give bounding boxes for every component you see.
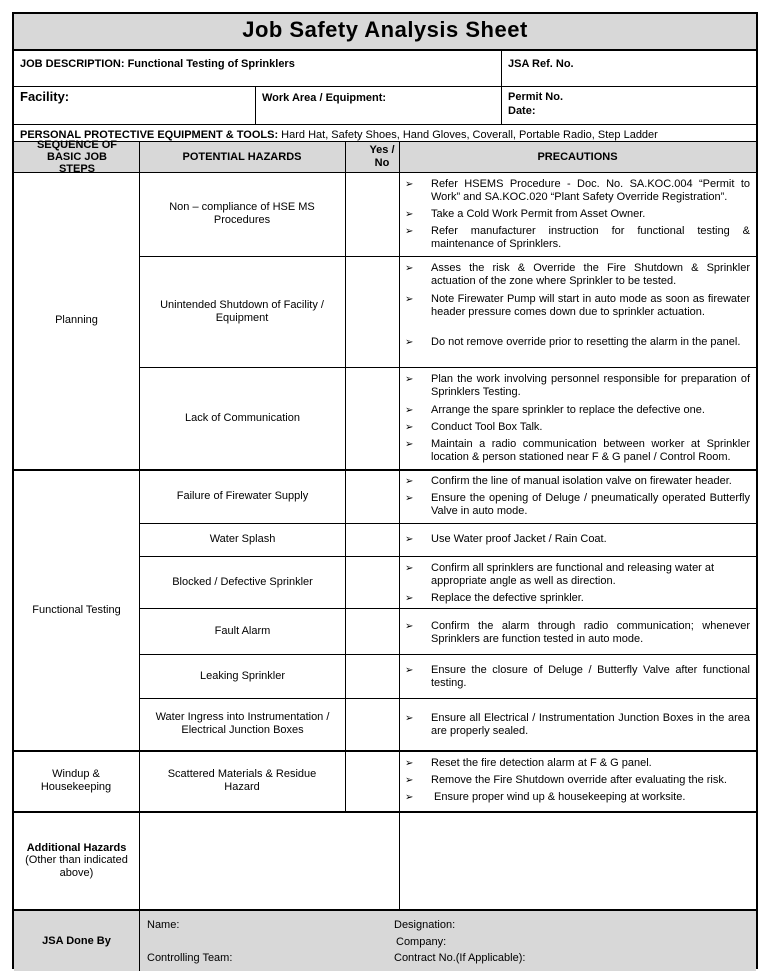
precautions-group-9: ➢ Ensure all Electrical / Instrumentation Junction Boxes in the area are properly sealed. [405,712,750,737]
bullet-arrow-icon: ➢ [405,263,414,274]
bullet-arrow-icon: ➢ [405,621,414,632]
hazard-fault-alarm: Fault Alarm [214,624,271,637]
precautions-group-6: ➢ Confirm all sprinklers are functional and releasing water at appropriate angle as well as direction. ➢ Replace the defective sprinkler. [405,562,715,604]
jsa-ref-label: JSA Ref. No. [508,58,574,70]
bullet-arrow-icon: ➢ [405,534,414,545]
precautions-group-2: ➢ Asses the risk & Override the Fire Shutdown & Sprinkler actuation of the zone where Sprinkler to be tested. ➢ Note Firewater Pump will start in auto mode as soon as firewater header pressure comes down due to sprinkler actuation. ➢ Do not remove override prior to resetting the alarm in the panel. [405,262,750,348]
bullet-arrow-icon: ➢ [405,758,414,769]
step-planning: Planning [55,314,98,326]
header-steps: SEQUENCE OF BASIC JOB STEPS [36,139,118,175]
bullet-arrow-icon: ➢ [405,665,414,676]
date-label: Date: [508,105,536,117]
bullet-arrow-icon: ➢ [405,179,414,190]
additional-precautions-field[interactable] [400,812,756,909]
bullet-arrow-icon: ➢ [405,775,414,786]
jsa-name-label: Name: [147,919,180,931]
precautions-group-10: ➢ Reset the fire detection alarm at F & G panel. ➢ Remove the Fire Shutdown override after evaluating the risk. ➢ Ensure proper wind up & housekeeping at worksite. [405,757,727,803]
hazard-blocked-sprinkler: Blocked / Defective Sprinkler [172,575,313,588]
jsa-controlling-team-label: Controlling Team: [147,952,233,964]
hazard-scattered-materials: Scattered Materials & Residue Hazard [167,768,317,793]
job-description [20,58,500,70]
precautions-group-1: ➢ Refer HSEMS Procedure - Doc. No. SA.KOC.004 “Permit to Work” and SA.KOC.020 “Plant Safety Override Registration”. ➢ Take a Cold Work Permit from Asset Owner. ➢ Refer manufacturer instruction for functional testing & maintenance of Sprinklers. [405,178,750,250]
bullet-arrow-icon: ➢ [405,493,414,504]
bullet-arrow-icon: ➢ [405,563,414,574]
bullet-arrow-icon: ➢ [405,337,414,348]
bullet-arrow-icon: ➢ [405,294,414,305]
bullet-arrow-icon: ➢ [405,713,414,724]
job-description-label: JOB DESCRIPTION [20,58,121,70]
precautions-group-8: ➢ Ensure the closure of Deluge / Butterfly Valve after functional testing. [405,664,750,689]
permit-no-label: Permit No. [508,91,564,103]
precautions-group-5: ➢ Use Water proof Jacket / Rain Coat. [405,533,607,545]
ppe-value: Hard Hat, Safety Shoes, Hand Gloves, Coverall, Portable Radio, Step Ladder [278,129,658,141]
job-description-value: : Functional Testing of Sprinklers [120,58,295,70]
hazard-water-ingress: Water Ingress into Instrumentation / Electrical Junction Boxes [155,711,330,736]
precautions-group-3: ➢ Plan the work involving personnel responsible for preparation of Sprinklers Testing. ➢ Arrange the spare sprinkler to replace the defective one. ➢ Conduct Tool Box Talk. ➢ Maintain a radio communication between worker at Sprinkler location & person stationed near F & G panel / Control Room. [405,373,750,463]
additional-hazards [18,812,135,909]
bullet-arrow-icon: ➢ [405,422,414,433]
bullet-arrow-icon: ➢ [405,374,414,385]
sheet-title: Job Safety Analysis Sheet [14,14,756,49]
additional-hazards-field[interactable] [140,812,399,909]
hazard-water-splash: Water Splash [209,533,276,545]
precautions-group-7: ➢ Confirm the alarm through radio communication; whenever Sprinklers are function tested in auto mode. [405,620,750,645]
precautions-group-4: ➢ Confirm the line of manual isolation valve on firewater header. ➢ Ensure the opening of Deluge / pneumatically operated Butterfly Valve in auto mode. [405,475,750,517]
jsa-sheet [12,12,758,969]
bullet-arrow-icon: ➢ [405,476,414,487]
jsa-done-by-label: JSA Done By [42,935,111,947]
additional-hazards-title: Additional Hazards [26,841,127,854]
hazard-lack-of-communication: Lack of Communication [185,411,300,424]
ppe-tools [20,129,750,141]
bullet-arrow-icon: ➢ [405,209,414,220]
header-hazards: POTENTIAL HAZARDS [182,151,302,163]
hazard-firewater-failure: Failure of Firewater Supply [176,490,309,502]
hazard-hse-noncompliance: Non – compliance of HSE MS Procedures [169,201,315,226]
bullet-arrow-icon: ➢ [405,593,414,604]
facility-label: Facility: [20,89,70,104]
jsa-company-label: Company: [396,936,447,948]
bullet-arrow-icon: ➢ [405,792,414,803]
header-precautions: PRECAUTIONS [537,151,618,163]
step-functional-testing: Functional Testing [32,603,121,616]
additional-hazards-subtitle: (Other than indicated above) [25,853,128,879]
hazard-leaking-sprinkler: Leaking Sprinkler [200,669,285,682]
bullet-arrow-icon: ➢ [405,405,414,416]
jsa-contract-no-label: Contract No.(If Applicable): [394,952,526,964]
bullet-arrow-icon: ➢ [405,226,414,237]
bullet-arrow-icon: ➢ [405,439,414,450]
header-yes-no: Yes / No [369,144,395,169]
step-windup-housekeeping: Windup & Housekeeping [40,768,112,793]
ppe-label: PERSONAL PROTECTIVE EQUIPMENT & TOOLS: [20,129,279,141]
work-area-label: Work Area / Equipment: [262,92,387,104]
jsa-designation-label: Designation: [394,919,456,931]
hazard-unintended-shutdown: Unintended Shutdown of Facility / Equipment [160,298,324,324]
